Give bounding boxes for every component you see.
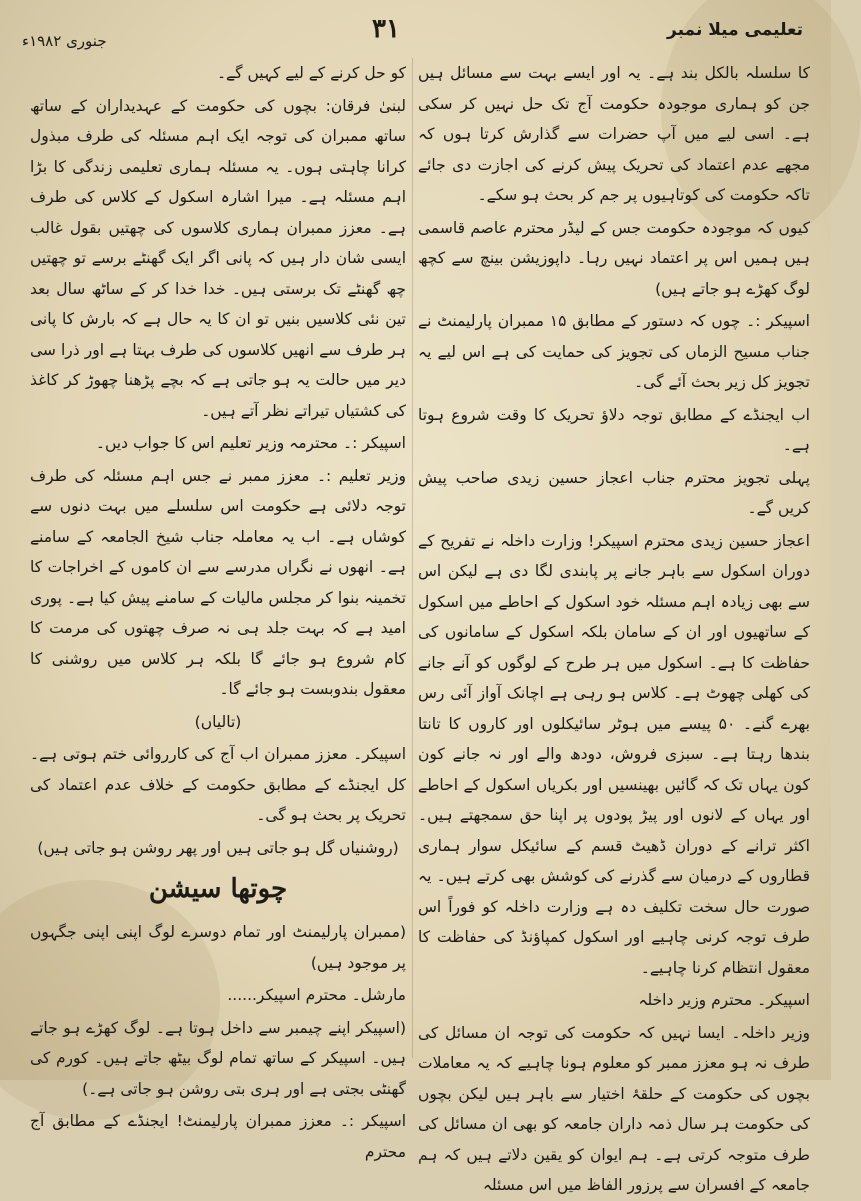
stage-direction: (ممبران پارلیمنٹ اور تمام دوسرے لوگ اپنی اپنی جگہوں پر موجود ہیں) [30,923,406,972]
paragraph: کیوں کہ موجودہ حکومت جس کے لیڈر محترم عاصم قاسمی ہیں ہمیں اس پر اعتماد نہیں رہا۔ داپوزیشن بینچ سے کچھ لوگ کھڑے ہو جاتے ہیں) [418,218,810,298]
issue-date: جنوری ۱۹۸۲ء [22,32,107,50]
magazine-title: تعلیمی میلا نمبر [667,20,803,40]
paragraph: کو حل کرنے کے لیے کہیں گے۔ [216,64,406,82]
stage-direction: (اسپیکر اپنے چیمبر سے داخل ہوتا ہے۔ لوگ کھڑے ہو جاتے ہیں۔ اسپیکر کے ساتھ تمام لوگ بیٹھ جاتے ہیں۔ کورم کی گھنٹی بجتی ہے اور ہری بتی روشن ہو جاتی ہے۔) [30,1018,406,1098]
paragraph: اسپیکر :۔ محترمہ وزیر تعلیم اس کا جواب دیں۔ [95,434,406,452]
paragraph: کا سلسلہ بالکل بند ہے۔ یہ اور ایسے بہت سے مسائل ہیں جن کو ہماری موجودہ حکومت آج تک حل نہیں کر سکی ہے۔ اسی لیے میں آپ حضرات سے گذارش کرتا ہوں کہ مجھے عدم اعتماد کی تحریک پیش کرنے کی اجازت دی جائے تاکہ حکومت کی کوتاہیوں پر جم کر بحث ہو سکے۔ [418,64,810,204]
paragraph: اسپیکر۔ معزز ممبران اب آج کی کارروائی ختم ہوتی ہے۔ کل ایجنڈے کے مطابق حکومت کے خلاف عدم اعتماد کی تحریک پر بحث ہو گی۔ [30,745,406,824]
right-column [418,58,810,1194]
stage-direction: (روشنیاں گل ہو جاتی ہیں اور پھر روشن ہو جاتی ہیں) [37,838,399,857]
paragraph: اب ایجنڈے کے مطابق توجہ دلاؤ تحریک کا وقت شروع ہوتا ہے۔ [418,405,810,454]
left-column [30,58,406,1161]
paragraph: پہلی تجویز محترم جناب اعجاز حسین زیدی صاحب پیش کریں گے۔ [418,468,810,517]
paragraph: لبنیٰ فرقان: بچوں کی حکومت کے عہدیداران کے ساتھ ساتھ ممبران کی توجہ ایک اہم مسئلہ کی طرف مبذول کرانا چاہتی ہوں۔ یہ مسئلہ ہماری تعلیمی زندگی کا بڑا اہم مسئلہ ہے۔ میرا اشارہ اسکول کے کلاس کی طرف ہے۔ معزز ممبران ہماری کلاسوں کی چھتیں بقول غالب ایسی شان دار ہیں کہ پانی اگر ایک گھنٹے برسے تو چھتیں چھ گھنٹے تک برستی ہیں۔ خدا خدا کر کے ساٹھ سال بعد تین نئی کلاسیں بنیں تو ان کا یہ حال ہے کہ بارش کا پانی ہر طرف سے انھیں کلاسوں کی طرف بہتا ہے اور ذرا سی دیر میں حالت یہ ہو جاتی ہے کہ بچے پڑھنا چھوڑ کر کاغذ کی کشتیاں تیراتے نظر آتے ہیں۔ [30,96,406,420]
column-divider [412,58,413,1058]
page-header [0,14,831,58]
paragraph: وزیر داخلہ۔ ایسا نہیں کہ حکومت کی توجہ ان مسائل کی طرف نہ ہو معزز ممبر کو معلوم ہونا چاہیے کہ یہ معاملات بچوں کی حکومت کے حلقۂ اختیار سے باہر ہیں لیکن بچوں کی حکومت ہر سال ذمہ داران جامعہ کو بھی ان مسائل کی طرف متوجہ کرتی ہے۔ ہم ایوان کو یقین دلاتے ہیں کہ ہم جامعہ کے افسران سے پرزور الفاظ میں اس مسئلہ [418,1023,810,1194]
stage-direction: (تالیاں) [194,712,242,731]
paragraph: اعجاز حسین زیدی محترم اسپیکر! وزارت داخلہ نے تفریح کے دوران اسکول سے باہر جانے پر پابندی لگا دی ہے لیکن اس سے بھی زیادہ اہم مسئلہ خود اسکول کے احاطے میں اسکول کے ساتھیوں اور ان کے سامان بلکہ اسکول کے سامانوں کی حفاظت کا ہے۔ اسکول میں ہر طرح کے لوگوں کو آنے جانے کی کھلی چھوٹ ہے۔ کلاس ہو رہی ہے اچانک آواز آئی رس بھرے گنے۔ ۵۰ پیسے میں ہوٹر سائیکلوں اور کاروں کا تانتا بندھا رہتا ہے۔ سبزی فروش، دودھ والے اور نہ جانے کون کون یہاں تک کہ گائیں بھینسیں اور بکریاں اسکول کے احاطے اور یہاں کے لانوں اور پیڑ پودوں پر اپنا حق سمجھتے ہیں۔ اکثر ترانے کے دوران ڈھیٹ قسم کے سائیکل سوار ہماری قطاروں کے درمیان سے گذرنے کی کوشش بھی کرتے ہیں۔ یہ صورت حال سخت تکلیف دہ ہے وزارت داخلہ کو فوراً اس طرف توجہ کرنی چاہیے اور اسکول کمپاؤنڈ کی حفاظت کا معقول انتظام کرنا چاہیے۔ [418,531,810,977]
page-number: ۳۱ [372,14,400,44]
paragraph: مارشل۔ محترم اسپیکر...... [227,986,406,1004]
section-heading: چوتھا سیشن [148,874,288,904]
paragraph: اسپیکر :۔ معزز ممبران پارلیمنٹ! ایجنڈے کے مطابق آج محترم [30,1112,406,1161]
paragraph: اسپیکر۔ محترم وزیر داخلہ [638,991,810,1009]
paragraph: وزیر تعلیم :۔ معزز ممبر نے جس اہم مسئلہ کی طرف توجہ دلائی ہے حکومت اس سلسلے میں بہت دنوں سے کوشاں ہے۔ اب یہ معاملہ جناب شیخ الجامعہ کے سامنے ہے۔ انھوں نے نگراں مدرسے سے ان کاموں کے اخراجات کا تخمینہ بنوا کر مجلس مالیات کے سامنے پیش کیا ہے۔ پوری امید ہے کہ بہت جلد ہی نہ صرف چھتوں کی مرمت کا کام شروع ہو جائے گا بلکہ ہر کلاس میں روشنی کا معقول بندوبست ہو جائے گا۔ [30,466,406,698]
paragraph: اسپیکر :۔ چوں کہ دستور کے مطابق ۱۵ ممبران پارلیمنٹ نے جناب مسیح الزماں کی تجویز کی حمایت کی ہے اس لیے یہ تجویز کل زیر بحث آئے گی۔ [418,312,810,391]
